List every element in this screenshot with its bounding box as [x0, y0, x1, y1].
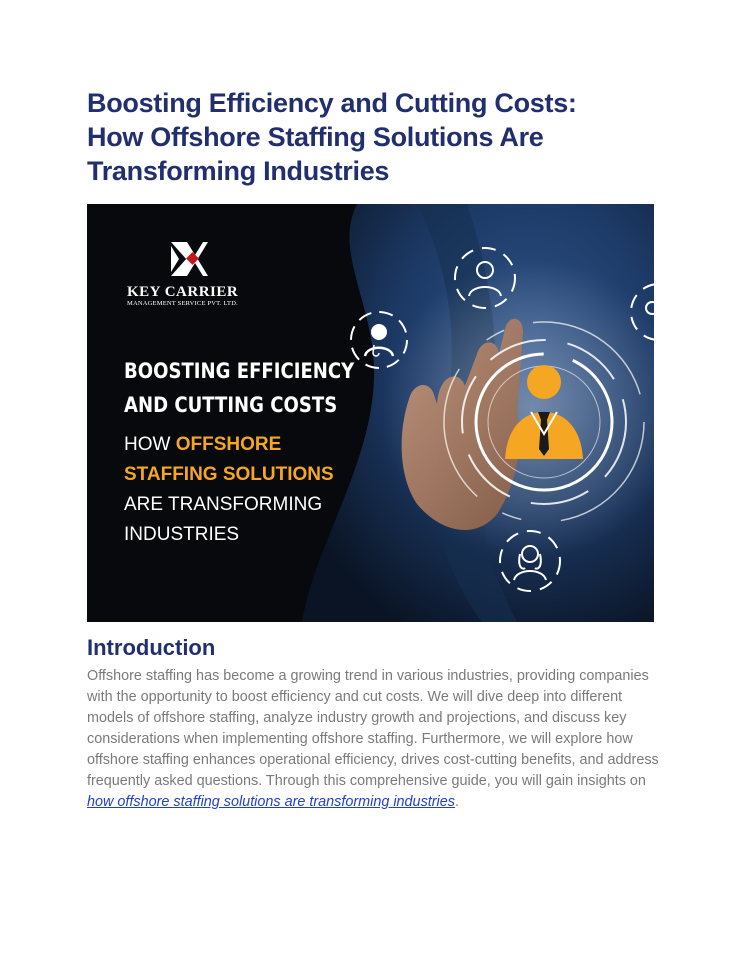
- hero-heading-line-2: AND CUTTING COSTS: [124, 393, 338, 417]
- logo-name: KEY CARRIER: [127, 284, 239, 300]
- hero-sub-prefix: HOW: [124, 434, 176, 455]
- logo-subtitle: MANAGEMENT SERVICE PVT. LTD.: [127, 300, 238, 307]
- hero-sub-highlight-2: STAFFING SOLUTIONS: [124, 464, 334, 485]
- hero-image: [87, 204, 654, 622]
- intro-paragraph: [87, 666, 659, 813]
- hero-sub-line-1: [124, 430, 334, 460]
- title-line-1: Boosting Efficiency and Cutting Costs:: [87, 88, 577, 118]
- section-heading-introduction: Introduction: [87, 635, 216, 660]
- title-line-3: Transforming Industries: [87, 156, 390, 186]
- intro-text: Offshore staffing has become a growing trend in various industries, providing companies with the opportunity to boost efficiency and cut costs. We will dive deep into different models of offshore staffing, analyze industry growth and projections, and discuss key considerations when implementing offshore staffing. Furthermore, we will explore how offshore staffing enhances operational efficiency, drives cost-cutting benefits, and address frequently asked questions. Through this comprehensive guide, you will gain insights on: [87, 668, 659, 789]
- hero-heading: [124, 354, 354, 422]
- intro-link[interactable]: how offshore staffing solutions are transforming industries: [87, 794, 455, 810]
- intro-trailing: .: [454, 794, 459, 810]
- hero-heading-line-1: BOOSTING EFFICIENCY: [124, 359, 355, 383]
- hero-sub-line-3: ARE TRANSFORMING: [124, 494, 323, 515]
- hero-sub-highlight-1: OFFSHORE: [175, 434, 282, 455]
- page-title: [87, 86, 667, 188]
- title-line-2: How Offshore Staffing Solutions Are: [87, 122, 544, 152]
- hero-sub-line-4: INDUSTRIES: [124, 524, 240, 545]
- hero-subheading: [124, 430, 334, 550]
